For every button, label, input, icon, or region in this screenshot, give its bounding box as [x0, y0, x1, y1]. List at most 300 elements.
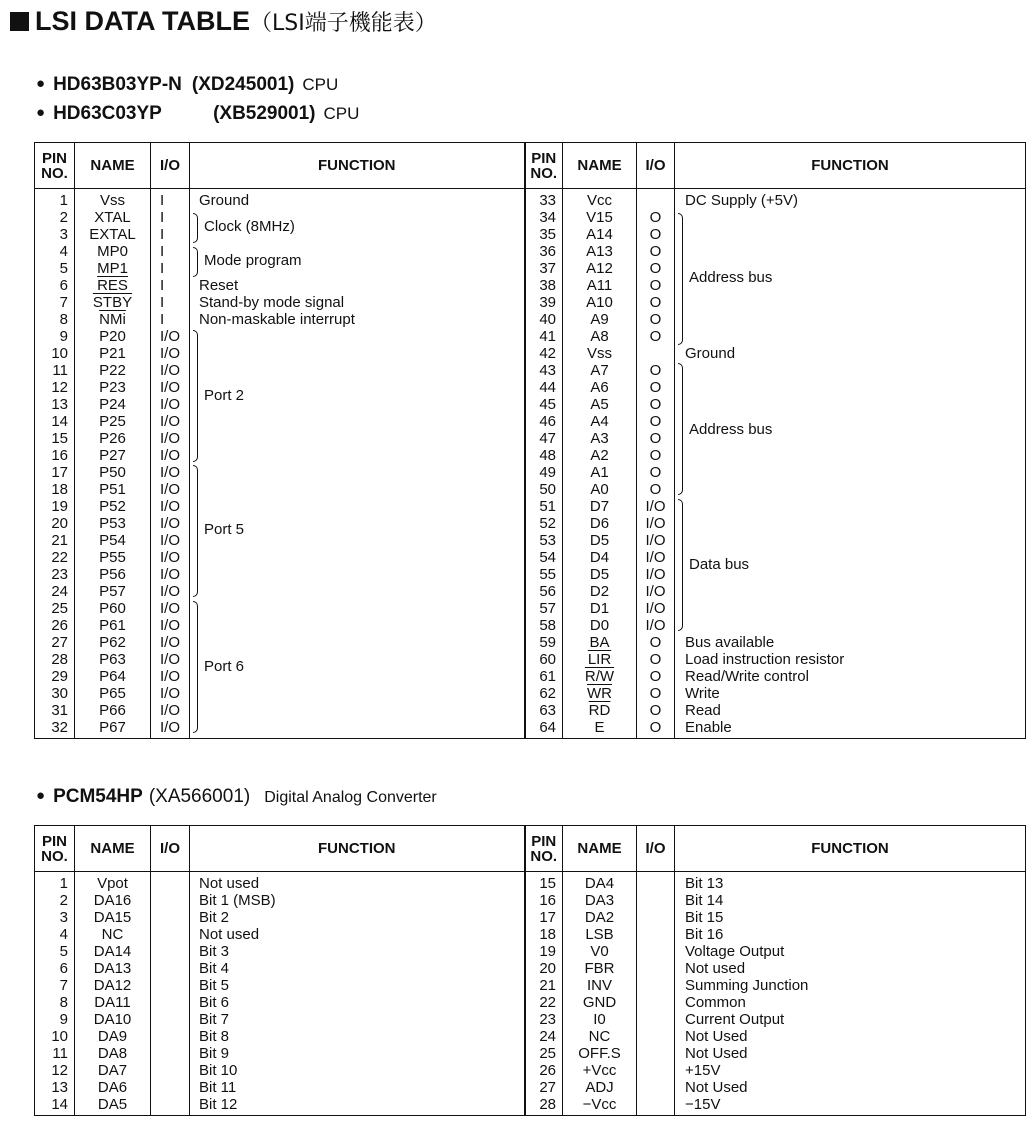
cell-value: 42 — [539, 345, 556, 362]
cell-value: V0 — [590, 943, 609, 960]
header-function: FUNCTION — [675, 826, 1026, 872]
cell-value: R/W — [584, 668, 615, 685]
cell-value: 31 — [51, 702, 68, 719]
cell-value: O — [649, 702, 662, 719]
cell-value: 19 — [51, 498, 68, 515]
function-text: Port 2 — [204, 387, 245, 404]
chip-code: (XA566001) — [148, 786, 251, 807]
cell-value: FBR — [584, 960, 615, 977]
function-text: Ground — [199, 192, 250, 209]
brace-icon — [193, 213, 198, 243]
cell-value: Vss — [586, 345, 612, 362]
cell-value: O — [649, 447, 662, 464]
header-pin: PIN NO. — [35, 143, 75, 189]
cell-value: 58 — [539, 617, 556, 634]
cell-value: 64 — [539, 719, 556, 736]
function-text: Enable — [685, 719, 732, 736]
dac-right-functions — [675, 872, 1026, 1116]
function-text: Read/Write control — [685, 668, 809, 685]
cell-value: O — [649, 719, 662, 736]
cell-value: A5 — [590, 396, 609, 413]
cell-value: 6 — [59, 960, 68, 977]
cell-value: DA11 — [94, 994, 131, 1011]
cell-value: 53 — [539, 532, 556, 549]
header-name: NAME — [563, 826, 637, 872]
cell-value: 40 — [539, 311, 556, 328]
cell-value: 14 — [51, 1096, 68, 1113]
cell-value: −15V — [685, 1096, 721, 1113]
cell-value: A10 — [586, 294, 613, 311]
cell-value: Vcc — [586, 192, 612, 209]
cell-value — [637, 192, 674, 209]
cell-value: P53 — [99, 515, 126, 532]
cell-value: NC — [588, 1028, 611, 1045]
cell-value: I/O — [160, 719, 181, 736]
cell-value: I/O — [160, 379, 181, 396]
cell-value: 13 — [51, 1079, 68, 1096]
cell-value: P62 — [99, 634, 126, 651]
chip-part: HD63B03YP-N — [53, 74, 182, 95]
function-text: Stand-by mode signal — [199, 294, 345, 311]
cell-value: I/O — [645, 583, 666, 600]
brace-icon — [193, 601, 198, 733]
cell-value: 12 — [51, 1062, 68, 1079]
cell-value: 2 — [59, 209, 68, 226]
cell-value: O — [649, 294, 662, 311]
cell-value: 37 — [539, 260, 556, 277]
cell-value: D6 — [589, 515, 610, 532]
cpu-left-names — [75, 189, 151, 739]
cell-value: 30 — [51, 685, 68, 702]
cell-value: 11 — [52, 362, 68, 379]
cell-value: XTAL — [94, 209, 131, 226]
bullet-icon: ● — [36, 787, 46, 804]
cell-value: A0 — [590, 481, 609, 498]
header-function: FUNCTION — [190, 143, 525, 189]
cell-value: P52 — [99, 498, 126, 515]
cell-value: 4 — [59, 243, 68, 260]
chip-part: HD63C03YP — [53, 103, 162, 124]
cell-value: P64 — [99, 668, 126, 685]
cell-value: I — [160, 243, 165, 260]
cell-value: 39 — [539, 294, 556, 311]
cell-value: Bit 4 — [199, 960, 230, 977]
cell-value: 24 — [539, 1028, 556, 1045]
cell-value: GND — [582, 994, 617, 1011]
cell-value: 24 — [51, 583, 68, 600]
cell-value: 10 — [51, 1028, 68, 1045]
cell-value: I — [160, 192, 165, 209]
cell-value: Vpot — [97, 875, 128, 892]
cell-value: I/O — [160, 600, 181, 617]
cell-value: P25 — [99, 413, 126, 430]
cell-value: A11 — [586, 277, 613, 294]
chip-desc: Digital Analog Converter — [264, 789, 437, 806]
cell-value: O — [649, 634, 662, 651]
function-text: Port 6 — [204, 658, 245, 675]
cell-value: 35 — [539, 226, 556, 243]
cell-value: O — [649, 464, 662, 481]
cell-value: I0 — [593, 1011, 606, 1028]
cell-value: 32 — [51, 719, 68, 736]
cell-value: DA12 — [93, 977, 132, 994]
cell-value: O — [649, 430, 662, 447]
cell-value: 52 — [539, 515, 556, 532]
cell-value: I/O — [160, 345, 181, 362]
cell-value: 27 — [51, 634, 68, 651]
cell-value: 1 — [59, 875, 68, 892]
cell-value: 21 — [51, 532, 68, 549]
cell-value: 8 — [59, 994, 68, 1011]
cell-value: A1 — [590, 464, 609, 481]
cpu-right-functions — [675, 189, 1026, 739]
cell-value: 22 — [51, 549, 68, 566]
cell-value: 14 — [51, 413, 68, 430]
cell-value: $\overline{LIR}$ — [587, 651, 612, 668]
function-text: Address bus — [689, 421, 773, 438]
chip-part: PCM54HP — [53, 786, 143, 807]
cell-value: I/O — [160, 515, 181, 532]
cell-value: 23 — [51, 566, 68, 583]
title-jp: （LSI端子機能表） — [249, 11, 437, 36]
cell-value: 26 — [51, 617, 68, 634]
cell-value: INV — [586, 977, 612, 994]
cell-value: I — [160, 294, 165, 311]
cell-value: O — [649, 362, 662, 379]
cell-value: A9 — [590, 311, 609, 328]
cell-value: I/O — [160, 583, 181, 600]
cell-value: E — [594, 719, 605, 736]
cell-value: P27 — [99, 447, 126, 464]
cell-value: $\overline{RES}$ — [97, 277, 128, 294]
cell-value: I/O — [160, 498, 181, 515]
brace-icon — [678, 363, 683, 495]
cell-value: 46 — [539, 413, 556, 430]
cell-value: D7 — [589, 498, 610, 515]
cell-value — [637, 345, 674, 362]
cell-value: 6 — [59, 277, 68, 294]
cpu-left-functions — [190, 189, 525, 739]
cell-value: P51 — [99, 481, 126, 498]
cell-value: D4 — [589, 549, 610, 566]
cell-value: O — [649, 243, 662, 260]
cell-value: O — [649, 328, 662, 345]
header-io: I/O — [151, 143, 190, 189]
function-text: Mode program — [204, 252, 302, 269]
cell-value: 63 — [539, 702, 556, 719]
cell-value: OFF.S — [578, 1045, 621, 1062]
cell-value: D1 — [589, 600, 610, 617]
cell-value: P20 — [99, 328, 126, 345]
dac-right-io — [637, 872, 675, 1116]
cell-value: Not Used — [685, 1045, 748, 1062]
cell-value: P21 — [99, 345, 126, 362]
cell-value: O — [649, 481, 662, 498]
cell-value: ADJ — [585, 1079, 614, 1096]
function-text: Address bus — [689, 269, 773, 286]
cell-value: 45 — [539, 396, 556, 413]
cell-value: A8 — [590, 328, 609, 345]
dac-left-pins — [35, 872, 75, 1116]
header-pin: PIN NO. — [525, 143, 563, 189]
cell-value: Current Output — [685, 1011, 785, 1028]
brace-icon — [193, 465, 198, 597]
cell-value: P61 — [99, 617, 126, 634]
cell-value: Bit 11 — [199, 1079, 237, 1096]
function-text: Bus available — [685, 634, 775, 651]
cell-value: A4 — [590, 413, 609, 430]
cell-value: A14 — [586, 226, 613, 243]
cell-value: DA3 — [584, 892, 615, 909]
cell-value: O — [649, 311, 662, 328]
bullet-icon: ● — [36, 75, 46, 92]
cell-value: 56 — [539, 583, 556, 600]
cell-value: 7 — [59, 977, 68, 994]
brace-icon — [678, 213, 683, 345]
cell-value: 22 — [539, 994, 556, 1011]
cell-value: DA13 — [93, 960, 132, 977]
cell-value: O — [649, 651, 662, 668]
cell-value: O — [649, 668, 662, 685]
cell-value: P56 — [99, 566, 126, 583]
cell-value: I/O — [645, 600, 666, 617]
cell-value: I/O — [160, 464, 181, 481]
dac-pin-table — [34, 825, 1026, 1116]
cell-value: 4 — [59, 926, 68, 943]
cell-value: P60 — [99, 600, 126, 617]
cpu-left-pins — [35, 189, 75, 739]
cell-value: DA6 — [97, 1079, 128, 1096]
cell-value: 50 — [539, 481, 556, 498]
cell-value: DA8 — [97, 1045, 128, 1062]
cell-value: 48 — [539, 447, 556, 464]
cell-value: 27 — [539, 1079, 556, 1096]
cell-value: I — [160, 277, 165, 294]
cell-value: 25 — [51, 600, 68, 617]
function-text: Clock (8MHz) — [204, 218, 295, 235]
cell-value: I/O — [160, 685, 181, 702]
cell-value: A2 — [590, 447, 609, 464]
cell-value: 20 — [539, 960, 556, 977]
cell-value: I/O — [160, 447, 181, 464]
cell-value: 28 — [539, 1096, 556, 1113]
cell-value: Bit 9 — [199, 1045, 230, 1062]
cpu-right-io — [637, 189, 675, 739]
cell-value: 12 — [51, 379, 68, 396]
cell-value: 57 — [539, 600, 556, 617]
cell-value: 11 — [52, 1045, 68, 1062]
cell-value: V15 — [586, 209, 613, 226]
cell-value: 7 — [59, 294, 68, 311]
cell-value: 13 — [51, 396, 68, 413]
cell-value: NC — [101, 926, 124, 943]
cpu-pin-table — [34, 142, 1026, 739]
header-pin: PIN NO. — [35, 826, 75, 872]
cell-value: I/O — [160, 634, 181, 651]
dac-left-functions — [190, 872, 525, 1116]
header-name: NAME — [75, 143, 151, 189]
function-text: Port 5 — [204, 521, 245, 538]
header-io: I/O — [637, 143, 675, 189]
page-title — [10, 6, 437, 37]
cell-value: I/O — [160, 532, 181, 549]
chip-code: (XD245001) — [191, 74, 295, 95]
cell-value: A3 — [590, 430, 609, 447]
cell-value: 54 — [539, 549, 556, 566]
cell-value: 1 — [59, 192, 68, 209]
cell-value: I/O — [645, 515, 666, 532]
header-name: NAME — [563, 143, 637, 189]
cell-value: O — [649, 226, 662, 243]
dac-right-pins — [525, 872, 563, 1116]
cell-value: P63 — [99, 651, 126, 668]
cell-value: O — [649, 685, 662, 702]
cell-value: 26 — [539, 1062, 556, 1079]
cell-value: P26 — [99, 430, 126, 447]
cell-value: O — [649, 209, 662, 226]
cell-value: EXTAL — [89, 226, 136, 243]
cell-value: A13 — [586, 243, 613, 260]
cell-value: BA — [589, 634, 610, 651]
cell-value: P67 — [99, 719, 126, 736]
chip-heading-3 — [36, 786, 437, 808]
cell-value: O — [649, 379, 662, 396]
cell-value: I/O — [160, 668, 181, 685]
chip-desc: CPU — [302, 75, 339, 94]
cell-value: Bit 14 — [685, 892, 724, 909]
cell-value: 8 — [59, 311, 68, 328]
cell-value: I/O — [160, 481, 181, 498]
cell-value: Common — [685, 994, 746, 1011]
cell-value: I/O — [160, 566, 181, 583]
cell-value: Bit 12 — [199, 1096, 238, 1113]
cell-value: 59 — [539, 634, 556, 651]
cell-value: DA16 — [93, 892, 132, 909]
function-text: Non-maskable interrupt — [199, 311, 355, 328]
cell-value: P55 — [99, 549, 126, 566]
header-name: NAME — [75, 826, 151, 872]
cell-value: 34 — [539, 209, 556, 226]
cell-value: Bit 8 — [199, 1028, 230, 1045]
cell-value: D5 — [589, 566, 610, 583]
cell-value: I/O — [160, 651, 181, 668]
cell-value: I/O — [160, 362, 181, 379]
cell-value: O — [649, 260, 662, 277]
cell-value: D0 — [589, 617, 610, 634]
cell-value: 3 — [59, 226, 68, 243]
cell-value: P24 — [99, 396, 126, 413]
cell-value: P54 — [99, 532, 126, 549]
cell-value: 62 — [539, 685, 556, 702]
cell-value: Not used — [685, 960, 746, 977]
cell-value: 2 — [59, 892, 68, 909]
cell-value: Bit 13 — [685, 875, 724, 892]
cell-value: DA5 — [97, 1096, 128, 1113]
cell-value: Bit 5 — [199, 977, 230, 994]
cell-value: Not Used — [685, 1028, 748, 1045]
dac-right-names — [563, 872, 637, 1116]
cell-value: D5 — [589, 532, 610, 549]
header-function: FUNCTION — [675, 143, 1026, 189]
header-pin: PIN NO. — [525, 826, 563, 872]
cell-value: 10 — [51, 345, 68, 362]
cell-value: I/O — [160, 430, 181, 447]
cell-value: Vss — [99, 192, 125, 209]
cell-value: −Vcc — [582, 1096, 617, 1113]
cell-value: A6 — [590, 379, 609, 396]
cell-value: 16 — [539, 892, 556, 909]
cell-value: 28 — [51, 651, 68, 668]
cell-value: P22 — [99, 362, 126, 379]
cell-value: P50 — [99, 464, 126, 481]
dac-left-io — [151, 872, 190, 1116]
function-text: Data bus — [689, 556, 750, 573]
cell-value: $\overline{WR}$ — [587, 685, 612, 702]
bullet-icon: ● — [36, 104, 46, 121]
cell-value: A7 — [590, 362, 609, 379]
cell-value: 41 — [539, 328, 556, 345]
function-text: Load instruction resistor — [685, 651, 845, 668]
cell-value: Voltage Output — [685, 943, 785, 960]
cell-value: Bit 3 — [199, 943, 230, 960]
cell-value: P66 — [99, 702, 126, 719]
cell-value: 19 — [539, 943, 556, 960]
cell-value: P57 — [99, 583, 126, 600]
dac-left-names — [75, 872, 151, 1116]
chip-heading-2 — [36, 103, 359, 125]
cell-value: MP1 — [97, 260, 128, 277]
function-text: Ground — [685, 345, 736, 362]
cell-value: P23 — [99, 379, 126, 396]
cell-value: 18 — [539, 926, 556, 943]
cell-value: I/O — [645, 617, 666, 634]
cell-value: I — [160, 260, 165, 277]
cell-value: 9 — [59, 1011, 68, 1028]
cpu-right-names — [563, 189, 637, 739]
function-text: Read — [685, 702, 721, 719]
cell-value: I/O — [160, 617, 181, 634]
function-text: DC Supply (+5V) — [685, 192, 798, 209]
chip-desc: CPU — [323, 104, 360, 123]
function-text: Write — [685, 685, 720, 702]
cell-value: 5 — [59, 260, 68, 277]
cell-value: I/O — [160, 549, 181, 566]
cell-value: I/O — [160, 328, 181, 345]
header-io: I/O — [151, 826, 190, 872]
cell-value: A12 — [586, 260, 613, 277]
cell-value: 49 — [539, 464, 556, 481]
cell-value: 29 — [51, 668, 68, 685]
cell-value: $\overline{NMi}$ — [99, 311, 126, 328]
cell-value: DA2 — [584, 909, 615, 926]
function-text: Reset — [199, 277, 239, 294]
cell-value: I/O — [645, 498, 666, 515]
chip-heading-1 — [36, 74, 338, 96]
cell-value: 38 — [539, 277, 556, 294]
cell-value: 9 — [59, 328, 68, 345]
cell-value: 3 — [59, 909, 68, 926]
cell-value: I — [160, 226, 165, 243]
cell-value: I/O — [645, 532, 666, 549]
cell-value: Bit 7 — [199, 1011, 230, 1028]
cell-value: I/O — [160, 413, 181, 430]
chip-code: (XB529001) — [213, 103, 316, 124]
cell-value: 44 — [539, 379, 556, 396]
cell-value: 20 — [51, 515, 68, 532]
cell-value: 15 — [539, 875, 556, 892]
cell-value: 21 — [539, 977, 556, 994]
brace-icon — [193, 330, 198, 462]
